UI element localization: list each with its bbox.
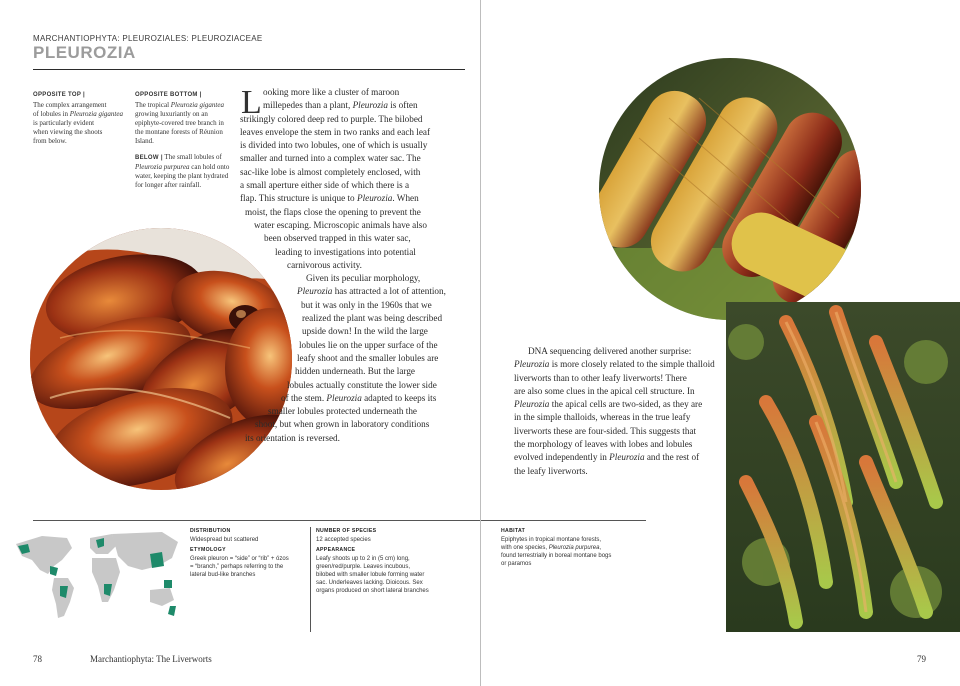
distribution-map: [12, 526, 184, 626]
body-line: been observed trapped in this water sac,: [264, 233, 411, 244]
facts-rule: [33, 520, 480, 521]
fact-label-etymology: ETYMOLOGY: [190, 547, 226, 553]
body-line: a small aperture either side of which there is a: [240, 180, 410, 191]
right-page: [481, 0, 960, 686]
caption-species: Pleurozia purpurea: [135, 163, 190, 171]
caption-species: Pleurozia gigantea: [69, 110, 123, 118]
map-australia: [150, 588, 174, 606]
caption-text: is particularly evident: [33, 119, 95, 127]
fact-line: or paramos: [501, 561, 532, 567]
branch-illustration: [726, 302, 960, 632]
body-line: but it was only in the 1960s that we: [301, 299, 432, 310]
facts-divider: [310, 527, 311, 632]
caption-species: Pleurozia gigantea: [170, 101, 224, 109]
range-pacific: [164, 580, 172, 588]
habitat-rule: [481, 520, 646, 521]
header-rule: [33, 69, 465, 70]
body-line: the morphology of leaves with lobes and lobules: [514, 439, 693, 450]
shoots-from-below-photo: [599, 58, 861, 320]
body-line: hidden underneath. But the large: [295, 366, 415, 377]
map-south-america: [52, 578, 74, 618]
fact-line: Leafy shoots up to 2 in (5 cm) long,: [316, 556, 410, 562]
caption-text: of lobules in: [33, 110, 70, 118]
body-line: liverworts than to other leafy liverworts! There: [514, 372, 687, 383]
map-asia: [112, 532, 178, 570]
caption-label: OPPOSITE BOTTOM: [135, 92, 198, 98]
fact-line: lateral bud-like branches: [190, 572, 256, 578]
body-line: realized the plant was being described: [302, 313, 443, 324]
body-line: leaves envelope the stem in two ranks and each leaf: [240, 126, 431, 137]
caption-opposite-bottom: OPPOSITE BOTTOM | The tropical Pleurozia gigantea growing luxuriantly on an epiphyte-covered tree branch in the montane forests of Réunion Island.: [135, 92, 224, 145]
range-asia: [150, 552, 164, 568]
fact-line: with one species, Pleurozia purpurea,: [501, 545, 602, 551]
body-line: carnivorous activity.: [287, 259, 362, 270]
taxonomy-kicker: MARCHANTIOPHYTA: PLEUROZIALES: PLEUROZIACEAE: [33, 34, 263, 43]
body-line: its orientation is reversed.: [245, 432, 340, 443]
body-line: moist, the flaps close the opening to prevent the: [245, 206, 421, 217]
fact-line: organs produced on short lateral branches: [316, 588, 429, 594]
caption-text: from below.: [33, 137, 67, 145]
caption-text: The tropical: [135, 101, 171, 109]
body-text-right: [514, 345, 734, 478]
fact-value-appearance: [316, 555, 429, 595]
body-line: lobules lie on the upper surface of the: [299, 339, 438, 350]
body-line: leading to investigations into potential: [275, 246, 416, 257]
running-head: Marchantiophyta: The Liverworts: [90, 654, 212, 664]
fact-value-distribution: Widespread but scattered: [190, 537, 259, 543]
body-line: Pleurozia the apical cells are two-sided, as they are: [514, 399, 703, 410]
fact-label-distribution: DISTRIBUTION: [190, 528, 231, 534]
page-number-right: 79: [917, 654, 926, 664]
body-text-left: [0, 86, 480, 445]
body-line: ooking more like a cluster of maroon: [263, 87, 400, 97]
body-line: sac-like lobe is almost completely enclosed, with: [240, 166, 421, 177]
body-line: of the stem. Pleurozia adapted to keeps its: [281, 392, 437, 403]
fact-label-species: NUMBER OF SPECIES: [316, 528, 377, 534]
body-line: strikingly colored deep red to purple. The bilobed: [240, 113, 423, 124]
caption-text: The complex arrangement: [33, 101, 107, 109]
fact-line: green/red/purple. Leaves incubous,: [316, 564, 411, 570]
fact-line: found terrestrially in boreal montane bogs: [501, 553, 612, 559]
body-line: water escaping. Microscopic animals have also: [254, 219, 427, 230]
fact-value-habitat: [501, 536, 611, 568]
body-line: the leafy liverworts.: [514, 465, 588, 476]
body-line: upside down! In the wild the large: [302, 326, 428, 337]
caption-text: when viewing the shoots: [33, 128, 103, 136]
fact-line: = “branch,” perhaps referring to the: [190, 564, 284, 570]
page-title: PLEUROZIA: [33, 43, 136, 62]
map-north-america: [16, 536, 72, 574]
body-line: Pleurozia has attracted a lot of attention,: [297, 286, 446, 297]
fact-line: Epiphytes in tropical montane forests,: [501, 537, 602, 543]
fact-label-appearance: APPEARANCE: [316, 547, 356, 553]
fact-value-etymology: [190, 555, 289, 579]
growing-on-branch-photo: [726, 302, 960, 632]
body-line: Pleurozia is more closely related to the simple thalloid: [514, 359, 715, 370]
body-line: smaller and turned into a complex water sac. The: [240, 153, 421, 164]
body-line: are also some clues in the apical cell structure. In: [514, 385, 695, 396]
body-line: is divided into two lobules, one of which is usually: [240, 140, 428, 151]
body-line: in the simple thalloids, whereas in the true leafy: [514, 412, 691, 423]
caption-text: The small lobules of: [164, 153, 222, 161]
body-line: smaller lobules protected underneath the: [268, 406, 417, 417]
body-line: shoot, but when grown in laboratory conditions: [255, 419, 430, 430]
body-line: liverworts these are four-sided. This suggests that: [514, 425, 697, 436]
body-line: flap. This structure is unique to Pleurozia. When: [240, 193, 419, 204]
body-line: evolved independently in Pleurozia and the rest of: [514, 452, 700, 463]
caption-text: can hold onto water, keeping the plant hydrated for longer after rainfall.: [135, 163, 230, 189]
body-line: DNA sequencing delivered another surprise:: [528, 346, 692, 356]
body-line: leafy shoot and the smaller lobules are: [297, 352, 439, 363]
range-central-america: [50, 566, 58, 576]
caption-label: BELOW: [135, 155, 159, 161]
fact-line: sac. Underleaves lacking. Dioicous. Sex: [316, 580, 423, 586]
fact-line: Greek pleuron = “side” or “rib” + ózos: [190, 556, 289, 562]
fact-line: bilobed with smaller lobule forming water: [316, 572, 425, 578]
fact-label-habitat: HABITAT: [501, 528, 526, 534]
drop-cap: L: [241, 84, 262, 121]
shoots-illustration: [599, 58, 861, 320]
fact-value-species: 12 accepted species: [316, 537, 371, 543]
body-line: lobules actually constitute the lower side: [287, 379, 437, 390]
body-line: Given its peculiar morphology,: [306, 273, 421, 284]
body-line: millepedes than a plant, Pleurozia is often: [263, 100, 418, 111]
caption-opposite-top: OPPOSITE TOP | The complex arrangement of lobules in Pleurozia gigantea is particularly evident when viewing the shoots from below.: [33, 92, 123, 145]
caption-label: OPPOSITE TOP: [33, 92, 82, 98]
caption-below: BELOW | The small lobules of Pleurozia purpurea can hold onto water, keeping the plant hydrated for longer after rainfall.: [135, 153, 230, 189]
page-number-left: 78: [33, 654, 42, 664]
map-africa: [92, 558, 120, 602]
range-new-zealand: [168, 606, 176, 616]
caption-text: growing luxuriantly on an epiphyte-covered tree branch in the montane forests of Réunion Island.: [135, 110, 224, 145]
